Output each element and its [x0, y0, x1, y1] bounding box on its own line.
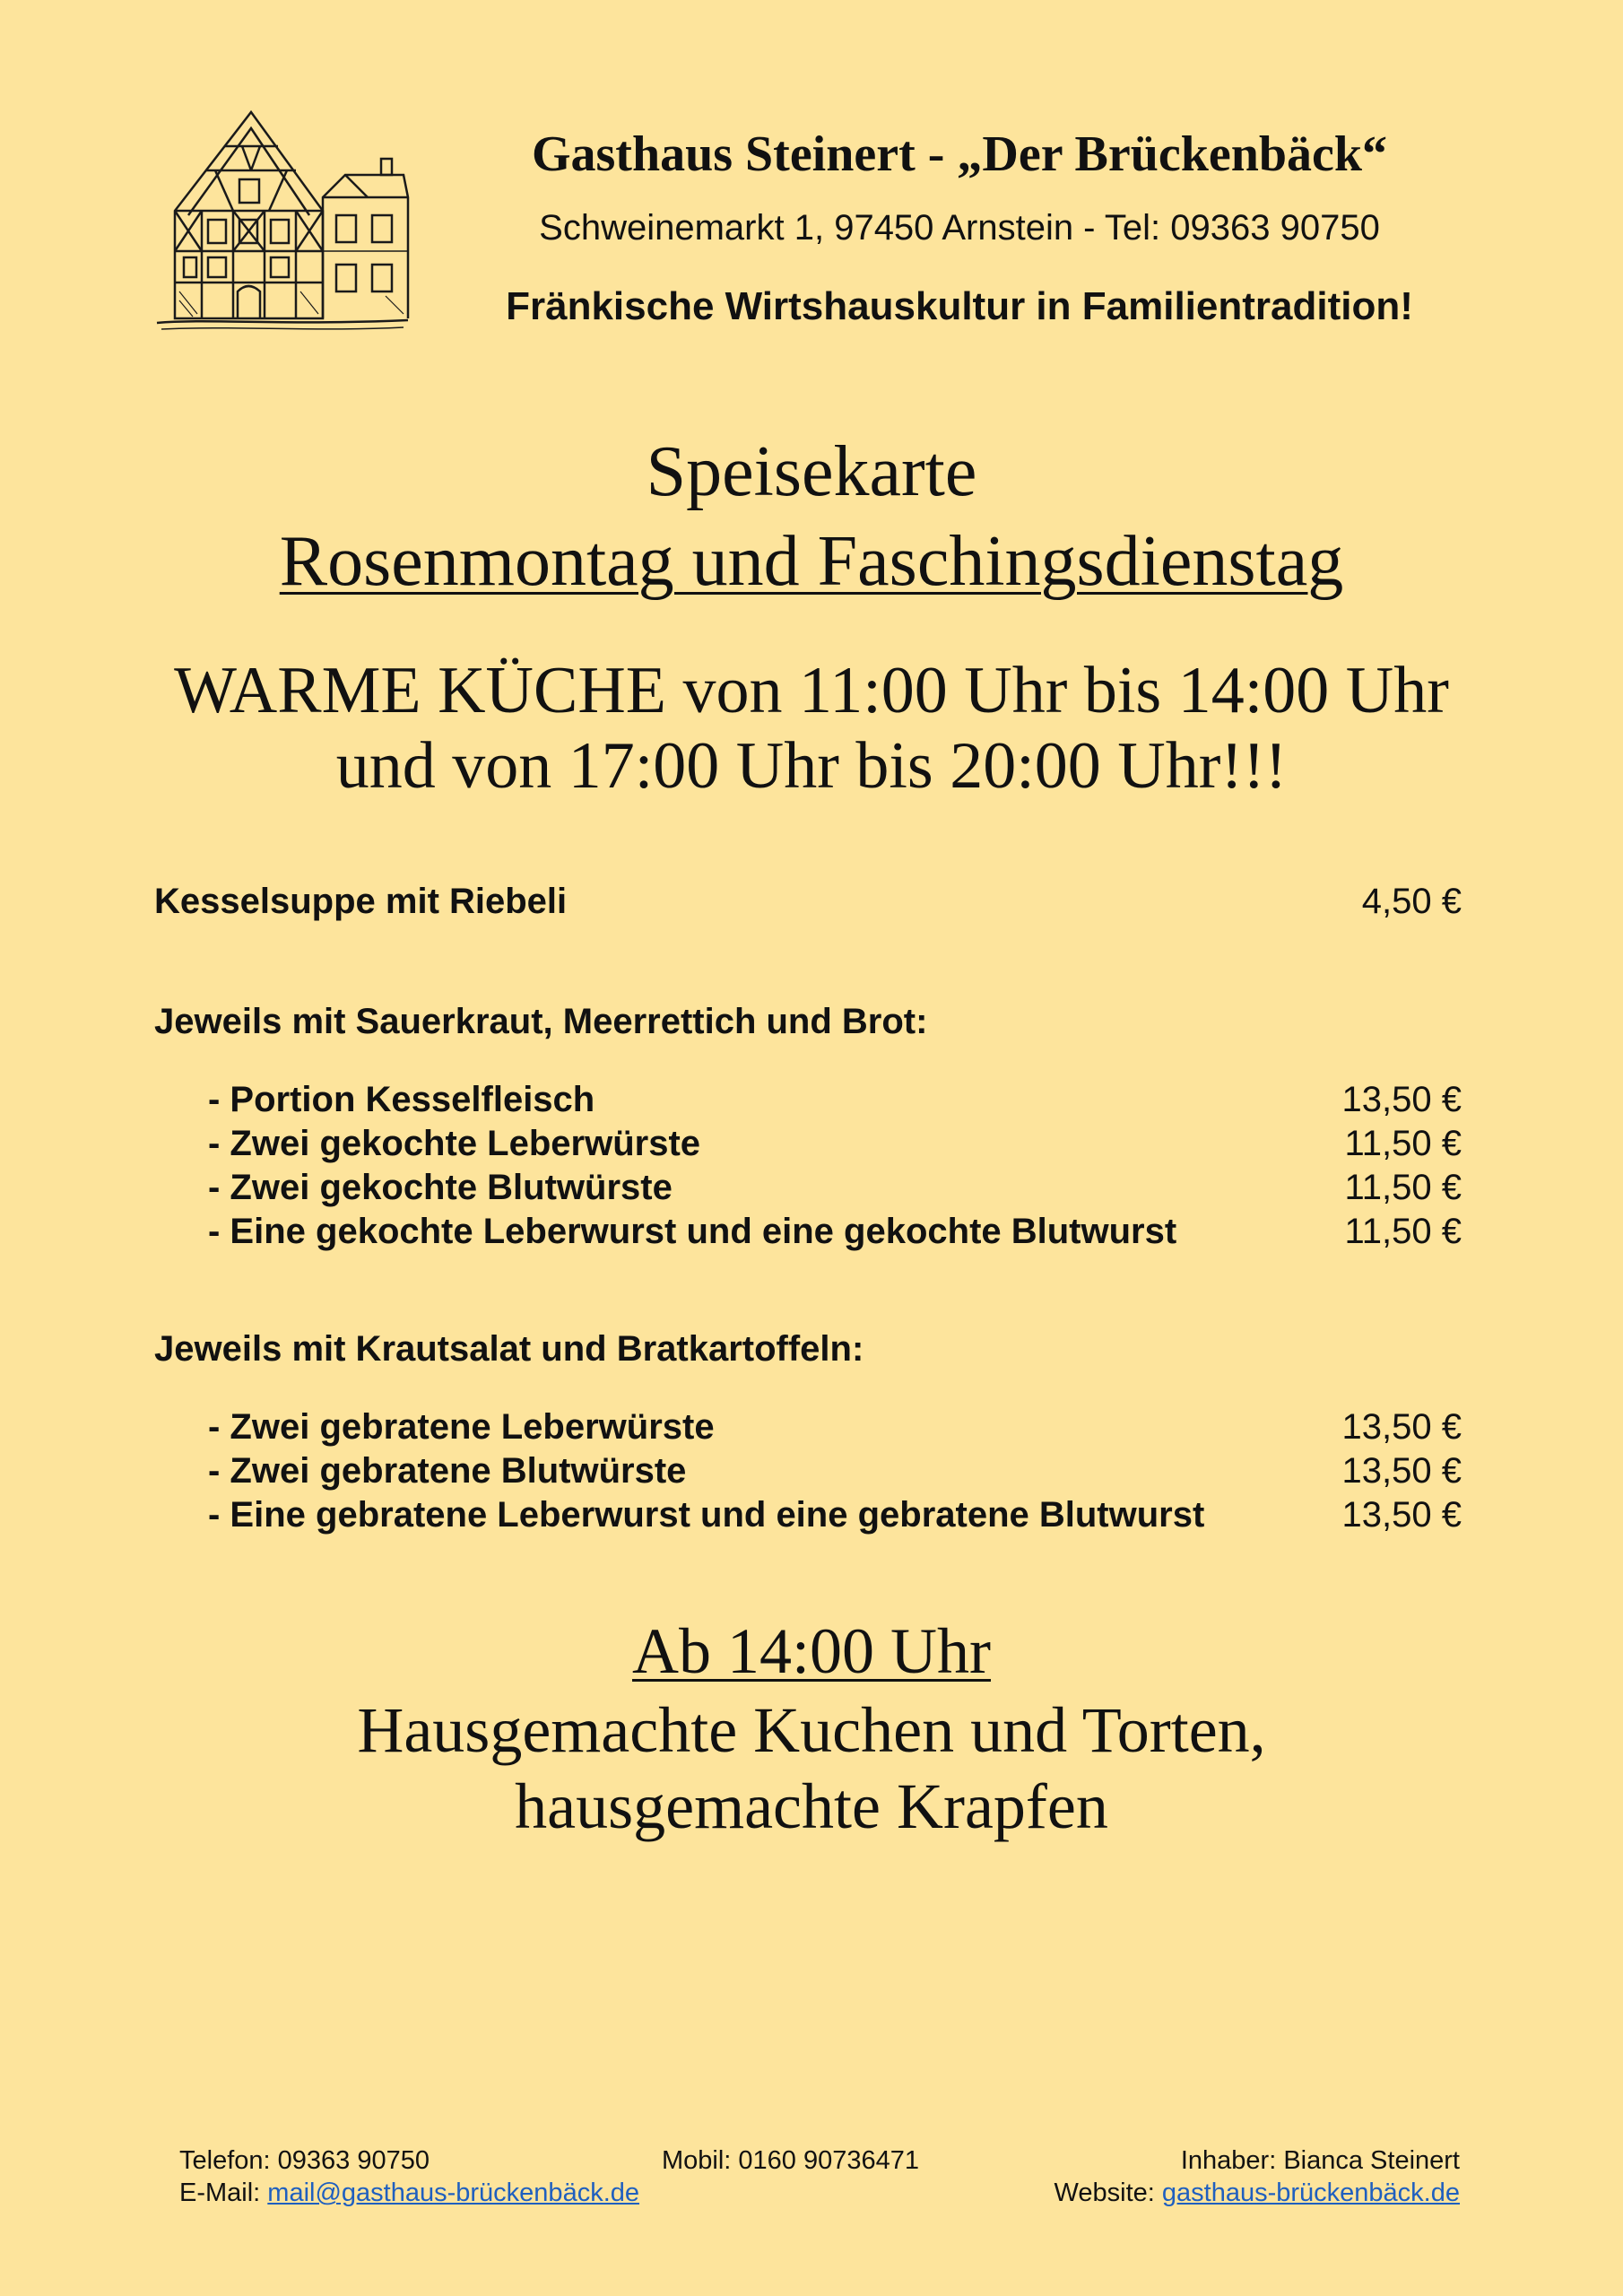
menu-item [208, 1210, 1462, 1253]
menu-item [208, 1405, 1462, 1448]
menu-item [208, 1078, 1462, 1121]
afternoon-offer-line1: Hausgemachte Kuchen und Torten, [357, 1694, 1266, 1766]
menu-title: Speisekarte [646, 432, 977, 511]
afternoon-offer-line2: hausgemachte Krapfen [515, 1770, 1108, 1842]
kitchen-hours-line2: und von 17:00 Uhr bis 20:00 Uhr!!! [335, 729, 1288, 803]
restaurant-name: Gasthaus Steinert - „Der Brückenbäck“ [531, 126, 1388, 182]
kitchen-hours-line1: WARME KÜCHE von 11:00 Uhr bis 14:00 Uhr [174, 654, 1449, 727]
menu-item-price: 11,50 € [1344, 1168, 1462, 1207]
afternoon-time: Ab 14:00 Uhr [632, 1615, 991, 1687]
menu-item-price: 13,50 € [1341, 1407, 1462, 1447]
footer-email [179, 2178, 639, 2209]
menu-item-name: Kesselsuppe mit Riebeli [154, 882, 568, 921]
menu-item-price: 11,50 € [1344, 1124, 1462, 1163]
footer-mobile: Mobil: 0160 90736471 [662, 2146, 920, 2175]
email-link[interactable]: mail@gasthaus-brückenbäck.de [267, 2179, 640, 2207]
footer-website [1055, 2178, 1460, 2209]
menu-item-name: - Zwei gekochte Blutwürste [208, 1168, 673, 1207]
footer-phone: Telefon: 09363 90750 [179, 2146, 430, 2175]
menu-item-name: - Zwei gebratene Leberwürste [208, 1407, 715, 1447]
menu-item-price: 11,50 € [1344, 1212, 1462, 1251]
menu-item-name: - Eine gekochte Leberwurst und eine gekochte Blutwurst [208, 1212, 1177, 1251]
menu-item [208, 1166, 1462, 1209]
menu-item-name: - Eine gebratene Leberwurst und eine gebratene Blutwurst [208, 1495, 1205, 1535]
footer-owner: Inhaber: Bianca Steinert [1180, 2146, 1460, 2175]
menu-item-name: - Zwei gebratene Blutwürste [208, 1451, 687, 1491]
occasion-title: Rosenmontag und Faschingsdienstag [279, 522, 1344, 601]
menu-item-price: 13,50 € [1341, 1451, 1462, 1491]
restaurant-tagline: Fränkische Wirtshauskultur in Familientradition! [506, 284, 1413, 328]
section-heading-krautsalat: Jeweils mit Krautsalat und Bratkartoffeln: [154, 1329, 864, 1369]
menu-item-name: - Portion Kesselfleisch [208, 1080, 595, 1119]
restaurant-address: Schweinemarkt 1, 97450 Arnstein - Tel: 09363 90750 [539, 208, 1380, 248]
menu-item [154, 880, 1462, 923]
house-logo-icon [152, 103, 412, 336]
menu-item-price: 13,50 € [1341, 1495, 1462, 1535]
menu-item [208, 1122, 1462, 1165]
footer-website-label: Website: [1054, 2179, 1162, 2207]
footer-email-label: E-Mail: [179, 2179, 268, 2207]
section-heading-sauerkraut: Jeweils mit Sauerkraut, Meerrettich und Brot: [154, 1002, 928, 1041]
website-link[interactable]: gasthaus-brückenbäck.de [1161, 2179, 1460, 2207]
menu-item-price: 13,50 € [1341, 1080, 1462, 1119]
menu-item-name: - Zwei gekochte Leberwürste [208, 1124, 701, 1163]
menu-item [208, 1449, 1462, 1492]
menu-item-price: 4,50 € [1361, 882, 1462, 921]
menu-item [208, 1493, 1462, 1536]
